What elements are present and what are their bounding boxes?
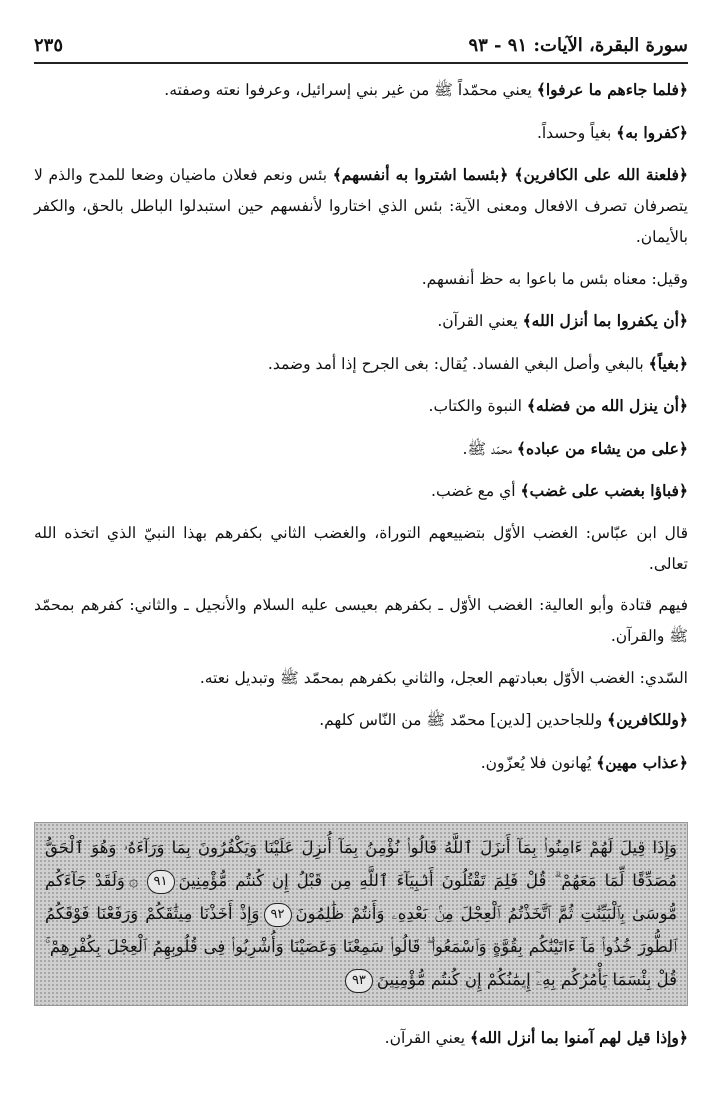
quoted-verse-phrase: ﴿فلعنة الله على الكافرين﴾ ﴿بئسما اشتروا به أنفسهم﴾ [332,165,689,184]
commentary-text: يعني محمّداً ﷺ من غير بني إسرائيل، وعرفوا نعته وصفته. [164,81,537,99]
header-rule [34,62,688,64]
paragraph [34,590,688,652]
hizb-separator-icon: ۞ [128,871,139,890]
verse-number-marker: ٩٣ [345,969,373,993]
commentary-text: السّدي: الغضب الأوّل بعبادتهم العجل، والثاني بكفرهم بمحمّد ﷺ وتبديل نعته. [199,668,688,687]
quoted-verse-phrase: ﴿على من يشاء من عباده﴾ [516,438,688,458]
commentary-body [34,74,688,789]
quoted-verse-phrase: ﴿أن يكفروا بما أنزل الله﴾ [522,311,688,330]
commentary-text: يُهانون فلا يُعزّون. [480,753,597,772]
paragraph [34,264,688,295]
commentary-text: بئس ونعم فعلان ماضيان وضعا للمدح والذم لا يتصرفان تصرف الافعال ومعنى الآية: بئس الذي اختاروا لأنفسهم حين استبدلوا الباطل بالحق، والكفر بالأيمان. [34,166,688,246]
quoted-verse-phrase: ﴿وإذا قيل لهم آمنوا بما أنزل الله﴾ [469,1028,688,1047]
commentary-text: النبوة والكتاب. [428,397,527,415]
verse-number-marker: ٩٢ [264,903,292,927]
commentary-text: بالبغي وأصل البغي الفساد. يُقال: بغى الجرح إذا أمد وضمد. [267,354,649,373]
paragraph [34,348,688,380]
verse-text: وَإِذْ أَخَذْنَا مِيثَٰقَكُمْ وَرَفَعْنَا فَوْقَكُمُ ٱلطُّورَ خُذُوا۟ مَآ ءَاتَيْنَٰكُم بِقُوَّةٍ وَٱسْمَعُوا۟ ۖ قَالُوا۟ سَمِعْنَا وَعَصَيْنَا وَأُشْرِبُوا۟ فِى قُلُوبِهِمُ ٱلْعِجْلَ بِكُفْرِهِمْ ۚ قُلْ بِئْسَمَا يَأْمُرُكُم بِهِۦٓ إِيمَٰنُكُمْ إِن كُنتُم مُّؤْمِنِينَ [45,904,677,989]
paragraph [34,475,688,507]
paragraph [34,663,688,694]
quoted-verse-phrase: ﴿فلما جاءهم ما عرفوا﴾ [536,80,688,99]
paragraph [34,433,688,465]
paragraph [34,159,688,253]
page-header [34,30,688,60]
quoted-verse-phrase: ﴿وللكافرين﴾ [607,710,688,729]
page-number: ٢٣٥ [34,34,64,56]
quran-verses-box [34,822,688,1006]
quoted-verse-phrase: ﴿فباؤا بغضب على غضب﴾ [520,481,688,500]
verse-text: وَلَقَدْ جَآءَكُم مُّوسَىٰ بِٱلْبَيِّنَٰتِ ثُمَّ ٱتَّخَذْتُمُ ٱلْعِجْلَ مِنۢ بَعْدِهِۦ وَأَنتُمْ ظَٰلِمُونَ [45,871,677,923]
commentary-text: فيهم قتادة وأبو العالية: الغضب الأوّل ـ بكفرهم بعيسى عليه السلام والأنجيل ـ والثاني: كفرهم بمحمّد ﷺ والقرآن. [34,596,688,645]
quoted-verse-phrase: ﴿عذاب مهين﴾ [596,752,688,772]
footer-paragraph [34,1022,688,1054]
paragraph [34,74,688,106]
commentary-text: أي مع غضب. [431,482,521,500]
commentary-text: محمّد ﷺ. [462,439,517,458]
paragraph [34,117,688,149]
paragraph [34,747,688,779]
commentary-text: وقيل: معناه بئس ما باعوا به حظ أنفسهم. [421,269,688,288]
commentary-text: قال ابن عبّاس: الغضب الأوّل بتضييعهم التوراة، والغضب الثاني بكفرهم بهذا النبيّ الذي اتخذه الله تعالى. [34,523,688,573]
verse-text: وَإِذَا قِيلَ لَهُمْ ءَامِنُوا۟ بِمَآ أَنزَلَ ٱللَّهُ قَالُوا۟ نُؤْمِنُ بِمَآ أُنزِلَ عَلَيْنَا وَيَكْفُرُونَ بِمَا وَرَآءَهُۥ وَهُوَ ٱلْحَقُّ مُصَدِّقًا لِّمَا مَعَهُمْ ۗ قُلْ فَلِمَ تَقْتُلُونَ أَنۢبِيَآءَ ٱللَّهِ مِن قَبْلُ إِن كُنتُم مُّؤْمِنِينَ [45,838,677,890]
commentary-text: بغياً وحسداً. [536,123,617,142]
commentary-text: يعني القرآن. [437,312,523,330]
commentary-text: يعني القرآن. [384,1029,470,1047]
paragraph [34,704,688,736]
quoted-verse-phrase: ﴿بغياً﴾ [648,353,688,373]
paragraph [34,305,688,337]
running-title: سورة البقرة، الآيات: ٩١ - ٩٣ [468,34,688,56]
paragraph [34,518,688,580]
quoted-verse-phrase: ﴿كفروا به﴾ [616,122,688,142]
commentary-text: وللجاحدين [لدين] محمّد ﷺ من النّاس كلهم. [319,711,608,729]
verse-number-marker: ٩١ [147,870,175,894]
paragraph [34,390,688,422]
quoted-verse-phrase: ﴿أن ينزل الله من فضله﴾ [526,396,688,415]
